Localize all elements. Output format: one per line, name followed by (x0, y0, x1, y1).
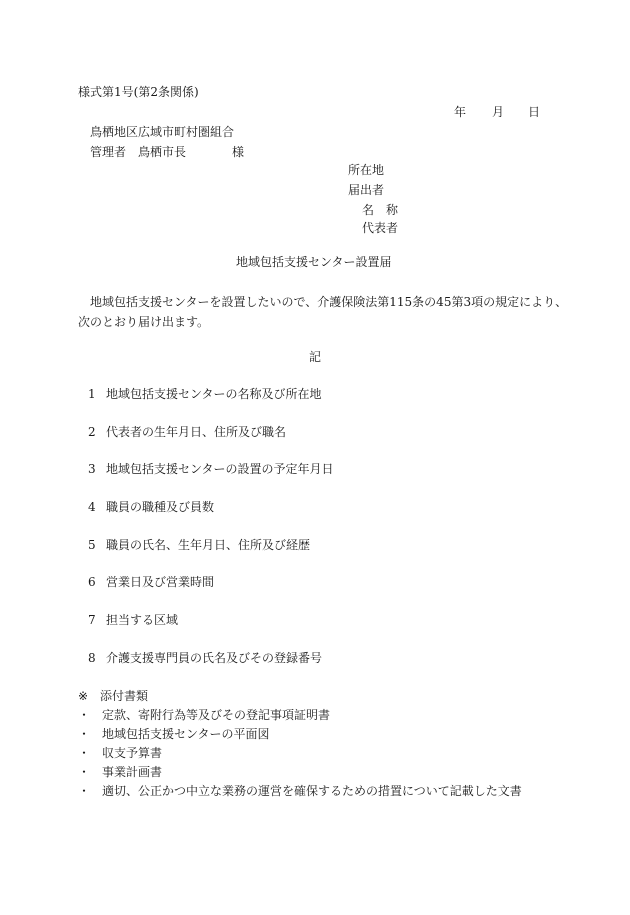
attachment-item (78, 747, 162, 759)
list-item (88, 652, 322, 664)
addressee-manager (90, 146, 244, 158)
list-item (88, 388, 322, 400)
list-item (88, 501, 214, 513)
list-item-number: 8 (88, 651, 96, 665)
list-item-text: 職員の職種及び員数 (106, 500, 215, 514)
bullet-icon: ・ (78, 784, 91, 798)
date-day-label: 日 (528, 105, 541, 119)
list-item-number: 1 (88, 387, 96, 401)
bullet-icon: ・ (78, 746, 91, 760)
list-item-number: 4 (88, 500, 96, 514)
attachment-item (78, 728, 270, 740)
list-item-text: 地域包括支援センターの設置の予定年月日 (106, 462, 334, 476)
attachment-item (78, 785, 522, 797)
bullet-icon: ・ (78, 708, 91, 722)
list-item-text: 営業日及び営業時間 (106, 575, 215, 589)
bullet-icon: ・ (78, 727, 91, 741)
list-item-number: 5 (88, 538, 96, 552)
name-label: 名 称 (362, 203, 399, 217)
attachments-heading-text: 添付書類 (100, 689, 149, 703)
attachments-heading (78, 690, 148, 702)
list-item (88, 426, 286, 438)
list-item-number: 7 (88, 613, 96, 627)
ki-heading: 記 (309, 350, 322, 364)
list-item (88, 614, 178, 626)
list-item-number: 3 (88, 462, 96, 476)
body-text-line-2: 次のとおり届け出ます。 (78, 315, 210, 329)
attachment-item-text: 適切、公正かつ中立な業務の運営を確保するための措置について記載した文書 (102, 784, 522, 798)
list-item-text: 介護支援専門員の氏名及びその登録番号 (106, 651, 323, 665)
date-year-label: 年 (454, 105, 467, 119)
body-text-line-1: 地域包括支援センターを設置したいので、介護保険法第115条の45第3項の規定により、 (90, 295, 568, 309)
attachment-item-text: 地域包括支援センターの平面図 (102, 727, 270, 741)
attachment-item-text: 収支予算書 (102, 746, 163, 760)
attachment-item (78, 709, 330, 721)
addressee-manager-text: 管理者 鳥栖市長 (90, 145, 187, 159)
list-item-text: 代表者の生年月日、住所及び職名 (106, 425, 287, 439)
list-item-number: 2 (88, 425, 96, 439)
document-title: 地域包括支援センター設置届 (236, 255, 392, 269)
list-item-text: 地域包括支援センターの名称及び所在地 (106, 387, 322, 401)
list-item-text: 担当する区域 (106, 613, 179, 627)
list-item (88, 576, 214, 588)
attachment-item-text: 定款、寄附行為等及びその登記事項証明書 (102, 708, 331, 722)
location-label: 所在地 (348, 163, 385, 177)
addressee-honorific: 様 (232, 145, 245, 159)
form-number: 様式第1号(第2条関係) (78, 85, 199, 99)
representative-label: 代表者 (362, 221, 399, 235)
attachment-item-text: 事業計画書 (102, 765, 163, 779)
list-item (88, 539, 310, 551)
list-item (88, 463, 334, 475)
note-mark: ※ (78, 689, 89, 703)
bullet-icon: ・ (78, 765, 91, 779)
date-month-label: 月 (492, 105, 505, 119)
attachment-item (78, 766, 162, 778)
submitter-label: 届出者 (348, 183, 385, 197)
addressee-organization: 鳥栖地区広域市町村圏組合 (90, 125, 235, 139)
list-item-text: 職員の氏名、生年月日、住所及び経歴 (106, 538, 311, 552)
list-item-number: 6 (88, 575, 96, 589)
